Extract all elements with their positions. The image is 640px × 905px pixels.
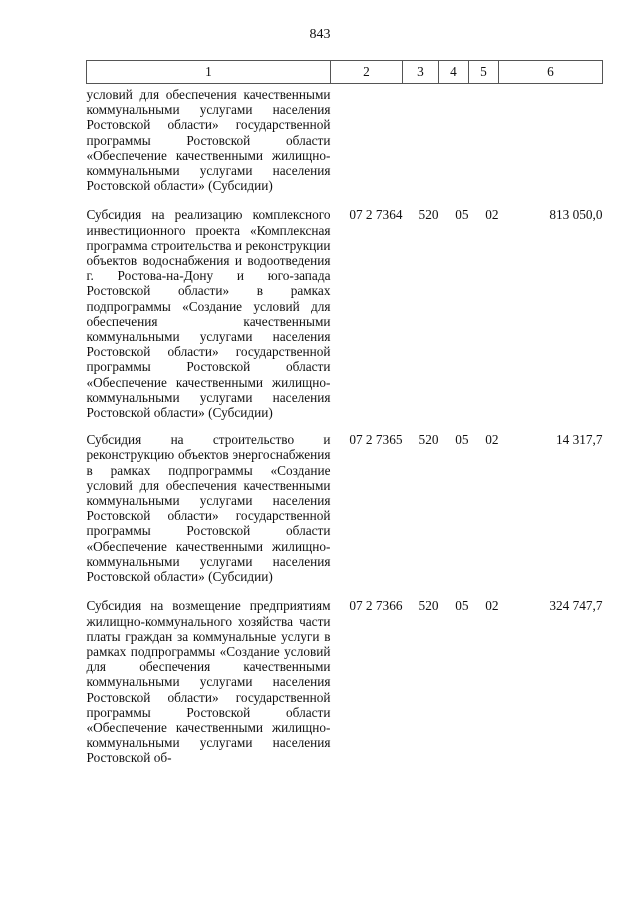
row-code: 07 2 7366 xyxy=(349,598,403,614)
row-amount xyxy=(499,84,603,194)
row-amount: 324 747,7 xyxy=(549,598,603,614)
row-col-4 xyxy=(439,84,469,194)
header-col-3: 3 xyxy=(403,61,439,84)
row-col-4: 05 xyxy=(455,207,469,223)
header-col-2: 2 xyxy=(331,61,403,84)
row-col-3: 520 xyxy=(418,598,439,614)
row-spacer xyxy=(87,420,603,432)
table-header-row xyxy=(87,61,603,84)
row-name: условий для обеспечения качественными коммунальными услугами населения Ростовской области» государственной программы Ростовской области «Обеспечение качественными жилищно-коммунальными услугами населения Ростовской области» (Субсидии) xyxy=(86,87,331,194)
table-row xyxy=(87,432,603,584)
row-spacer xyxy=(87,193,603,207)
row-col-4: 05 xyxy=(455,432,469,448)
header-col-6: 6 xyxy=(499,61,603,84)
row-col-3 xyxy=(403,84,439,194)
row-code: 07 2 7364 xyxy=(349,207,403,223)
row-col-4: 05 xyxy=(455,598,469,614)
row-code xyxy=(331,84,403,194)
row-col-3: 520 xyxy=(418,207,439,223)
row-name: Субсидия на строительство и реконструкцию объектов энергоснабжения в рамках подпрограммы «Создание условий для обеспечения качественными коммунальными услугами населения Ростовской области» государственной программы Ростовской области «Обеспечение качественными жилищно-коммунальными услугами населения Ростовской области» (Субсидии) xyxy=(86,432,331,585)
row-code: 07 2 7365 xyxy=(349,432,403,448)
row-col-3: 520 xyxy=(418,432,439,448)
page-number: 843 xyxy=(309,27,331,42)
row-col-5: 02 xyxy=(485,432,499,448)
row-col-5: 02 xyxy=(485,598,499,614)
header-col-1: 1 xyxy=(87,61,331,84)
row-col-5 xyxy=(469,84,499,194)
row-name: Субсидия на реализацию комплексного инвестиционного проекта «Комплексная программа строительства и реконструкции объектов водоснабжения и водоотведения г. Ростова-на-Дону и юго-запада Ростовской области» в рамках подпрограммы «Создание условий для обеспечения качественными коммунальными услугами населения Ростовской области» государственной программы Ростовской области «Обеспечение качественными жилищно-коммунальными услугами населения Ростовской области» (Субсидии) xyxy=(86,207,331,421)
header-col-4: 4 xyxy=(439,61,469,84)
header-col-5: 5 xyxy=(469,61,499,84)
row-spacer xyxy=(87,584,603,598)
table-row xyxy=(87,207,603,420)
row-amount: 14 317,7 xyxy=(555,432,603,448)
table-row xyxy=(87,598,603,765)
row-name: Субсидия на возмещение предприятиям жилищно-коммунального хозяйства части платы граждан за коммунальные услуги в рамках подпрограммы «Создание условий для обеспечения качественными коммунальными услугами населения Ростовской области» государственной программы Ростовской области «Обеспечение качественными жилищно-коммунальными услугами населения Ростовской об- xyxy=(86,598,331,766)
table-row xyxy=(87,84,603,194)
row-amount: 813 050,0 xyxy=(549,207,603,223)
budget-table xyxy=(86,60,603,766)
row-col-5: 02 xyxy=(485,207,499,223)
